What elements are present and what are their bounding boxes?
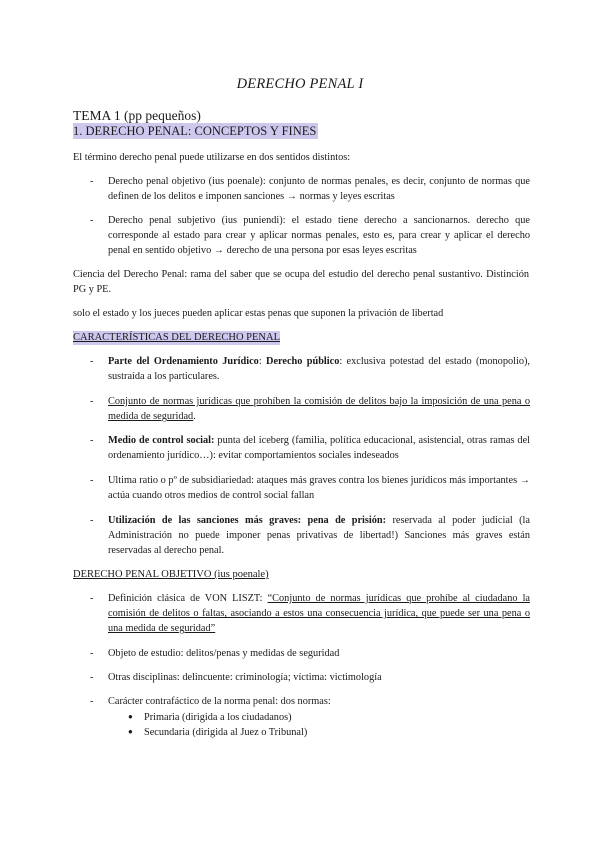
dash-marker: - — [90, 176, 94, 187]
intro-paragraph: El término derecho penal puede utilizarse en dos sentidos distintos: — [73, 152, 351, 163]
norma-bullet-item — [128, 725, 307, 741]
document-title: DERECHO PENAL I — [236, 76, 364, 92]
rest-text: reservada al poder judicial (la Administración no puede imponer penas privativas de libertad!) Sanciones más graves están reservadas al derecho penal. — [108, 515, 530, 557]
rest-text: punta del iceberg (familia, política educacional, asistencial, otras ramas del ordenamiento jurídico…): evitar comportamientos sociales indeseados — [108, 435, 530, 462]
caracteristica-text — [108, 354, 530, 384]
dash-marker: - — [90, 593, 94, 604]
bold-term: Parte del Ordenamiento Jurídico — [108, 356, 259, 367]
caracteristica-text — [108, 513, 530, 559]
objetivo-text — [108, 591, 530, 637]
caracteristica-item — [90, 354, 530, 384]
caracteristicas-heading: CARACTERÍSTICAS DEL DERECHO PENAL — [73, 332, 280, 343]
objetivo-item — [90, 694, 530, 709]
dash-marker: - — [90, 356, 94, 367]
caracteristica-text: Ultima ratio o pº de subsidiariedad: ataques más graves contra los bienes jurídicos más importantes → actúa cuando otros medios de control social fallan — [108, 475, 530, 502]
objetivo-heading: DERECHO PENAL OBJETIVO (ius poenale) — [73, 569, 269, 580]
objetivo-item — [90, 646, 530, 661]
sense-item-subjetivo — [90, 213, 530, 259]
sense-text: Derecho penal subjetivo (ius puniendi): el estado tiene derecho a sancionarnos. derecho que corresponde al estado para crear y aplicar normas penales, esto es, para crear y aplicar el derecho penal en sentido objetivo → derecho de una persona por esas leyes escritas — [108, 215, 530, 257]
objetivo-item — [90, 591, 530, 637]
underlined-text: “Conjunto de normas jurídicas que prohíbe al ciudadano la comisión de delitos o faltas, asociando a estos una consecuencia jurídica, que puede ser una pena o una medida de seguridad” — [108, 593, 530, 635]
separator: : — [258, 356, 267, 367]
bullet-icon: ● — [128, 712, 133, 721]
caracteristica-item — [90, 394, 530, 424]
dash-marker: - — [90, 435, 94, 446]
bullet-icon: ● — [128, 727, 133, 736]
ciencia-paragraph: Ciencia del Derecho Penal: rama del saber que se ocupa del estudio del derecho penal sustantivo. Distinción PG y PE. — [73, 269, 529, 296]
caracteristica-item — [90, 513, 530, 559]
objetivo-item — [90, 670, 530, 685]
dash-marker: - — [90, 672, 94, 683]
norma-text: Secundaria (dirigida al Juez o Tribunal) — [144, 727, 308, 738]
underlined-text: Conjunto de normas jurídicas que prohíben la comisión de delitos bajo la imposición de una pena o medida de seguridad — [108, 396, 530, 423]
dash-marker: - — [90, 396, 94, 407]
rest-text: : exclusiva potestad del estado (monopolio), sustraída a los particulares. — [108, 356, 530, 383]
dash-marker: - — [90, 515, 94, 526]
sense-text: Derecho penal objetivo (ius poenale): conjunto de normas penales, es decir, conjunto de normas que definen de los delitos e imponen sanciones → normas y leyes escritas — [108, 176, 530, 203]
objetivo-text: Carácter contrafáctico de la norma penal: dos normas: — [108, 696, 331, 707]
caracteristica-text — [108, 394, 530, 424]
solo-paragraph: solo el estado y los jueces pueden aplicar estas penas que suponen la privación de libertad — [73, 308, 444, 319]
bold-term: Utilización de las sanciones más graves: pena de prisión: — [108, 515, 387, 526]
bold-term: Medio de control social: — [108, 435, 215, 446]
dash-marker: - — [90, 648, 94, 659]
sense-item-objetivo — [90, 174, 530, 204]
tema-heading: TEMA 1 (pp pequeños) — [73, 108, 201, 123]
objetivo-text: Otras disciplinas: delincuente: criminología; víctima: victimología — [108, 672, 382, 683]
caracteristica-text — [108, 433, 530, 463]
caracteristica-item — [90, 473, 530, 503]
dash-marker: - — [90, 215, 94, 226]
dash-marker: - — [90, 475, 94, 486]
norma-bullet-item — [128, 710, 292, 726]
caracteristica-item — [90, 433, 530, 463]
bold-term: Derecho público — [266, 356, 340, 367]
section-1-heading: 1. DERECHO PENAL: CONCEPTOS Y FINES — [73, 124, 317, 138]
rest-text: . — [193, 411, 196, 423]
objetivo-text: Objeto de estudio: delitos/penas y medidas de seguridad — [108, 648, 340, 659]
norma-text: Primaria (dirigida a los ciudadanos) — [144, 712, 292, 723]
dash-marker: - — [90, 696, 94, 707]
lead-text: Definición clásica de VON LISZT: — [108, 593, 268, 604]
